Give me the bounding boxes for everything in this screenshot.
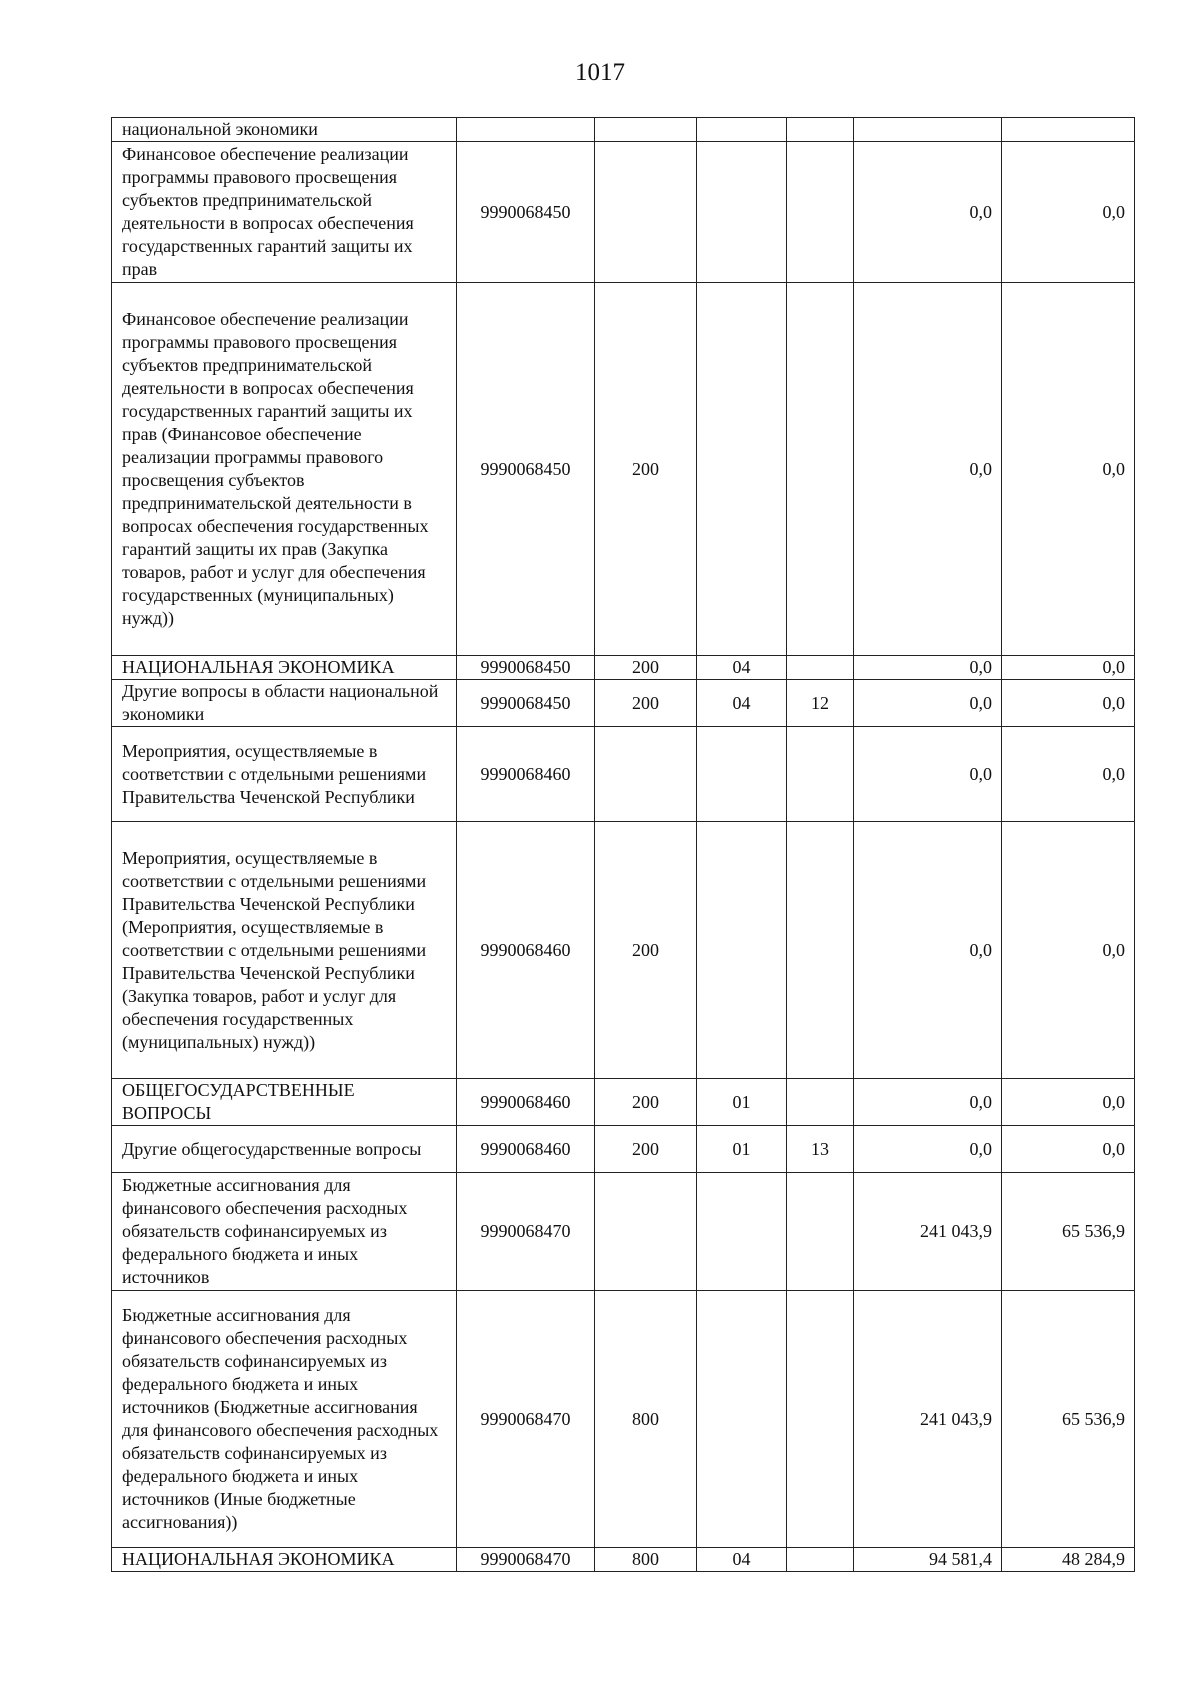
row-section-cell [697,1291,787,1548]
row-name-cell: ОБЩЕГОСУДАРСТВЕННЫЕ ВОПРОСЫ [112,1079,457,1126]
table-row [112,283,1135,656]
row-name-cell: Другие вопросы в области национальной экономики [112,680,457,727]
table-row [112,1079,1135,1126]
row-sum-year2-cell: 0,0 [1002,1126,1135,1173]
row-name-cell: НАЦИОНАЛЬНАЯ ЭКОНОМИКА [112,656,457,680]
row-name-cell: Другие общегосударственные вопросы [112,1126,457,1173]
row-expense-type-cell [595,118,697,142]
row-section-cell: 01 [697,1079,787,1126]
row-code-cell: 9990068450 [457,656,595,680]
row-sum-year1-cell: 0,0 [854,727,1002,822]
row-expense-type-cell: 200 [595,656,697,680]
row-sum-year1-cell: 0,0 [854,680,1002,727]
row-sum-year1-cell: 0,0 [854,1079,1002,1126]
row-subsection-cell: 13 [787,1126,854,1173]
row-section-cell [697,118,787,142]
row-subsection-cell [787,1079,854,1126]
row-code-cell: 9990068450 [457,680,595,727]
row-sum-year2-cell [1002,118,1135,142]
row-code-cell: 9990068460 [457,822,595,1079]
row-subsection-cell [787,1173,854,1291]
row-name-cell: Финансовое обеспечение реализации программы правового просвещения субъектов предпринимательской деятельности в вопросах обеспечения государственных гарантий защиты их прав [112,142,457,283]
row-sum-year2-cell: 65 536,9 [1002,1173,1135,1291]
row-code-cell: 9990068470 [457,1291,595,1548]
row-expense-type-cell: 200 [595,822,697,1079]
row-sum-year1-cell: 0,0 [854,142,1002,283]
row-subsection-cell [787,727,854,822]
row-section-cell [697,283,787,656]
row-subsection-cell [787,822,854,1079]
budget-table [111,117,1135,1572]
row-sum-year1-cell: 0,0 [854,283,1002,656]
row-sum-year1-cell: 241 043,9 [854,1173,1002,1291]
row-name-cell: Финансовое обеспечение реализации программы правового просвещения субъектов предпринимательской деятельности в вопросах обеспечения государственных гарантий защиты их прав (Финансовое обеспечение реализации программы правового просвещения субъектов предпринимательской деятельности в вопросах обеспечения государственных гарантий защиты их прав (Закупка товаров, работ и услуг для обеспечения государственных (муниципальных) нужд)) [112,283,457,656]
row-subsection-cell [787,1291,854,1548]
row-code-cell [457,118,595,142]
table-row [112,118,1135,142]
row-sum-year2-cell: 0,0 [1002,680,1135,727]
row-section-cell [697,822,787,1079]
row-subsection-cell [787,118,854,142]
row-code-cell: 9990068470 [457,1548,595,1572]
row-section-cell [697,142,787,283]
row-subsection-cell [787,142,854,283]
row-name-cell: Мероприятия, осуществляемые в соответствии с отдельными решениями Правительства Чеченской Республики [112,727,457,822]
row-section-cell: 04 [697,680,787,727]
row-subsection-cell: 12 [787,680,854,727]
row-expense-type-cell: 200 [595,1079,697,1126]
row-name-cell: национальной экономики [112,118,457,142]
row-name-cell: Бюджетные ассигнования для финансового обеспечения расходных обязательств софинансируемых из федерального бюджета и иных источников (Бюджетные ассигнования для финансового обеспечения расходных обязательств софинансируемых из федерального бюджета и иных источников (Иные бюджетные ассигнования)) [112,1291,457,1548]
row-sum-year1-cell: 0,0 [854,1126,1002,1173]
row-code-cell: 9990068450 [457,283,595,656]
row-expense-type-cell [595,142,697,283]
row-sum-year1-cell: 0,0 [854,822,1002,1079]
row-section-cell [697,727,787,822]
row-sum-year2-cell: 48 284,9 [1002,1548,1135,1572]
row-sum-year1-cell: 241 043,9 [854,1291,1002,1548]
table-row [112,656,1135,680]
row-code-cell: 9990068470 [457,1173,595,1291]
row-sum-year1-cell [854,118,1002,142]
row-expense-type-cell: 200 [595,1126,697,1173]
row-section-cell: 04 [697,656,787,680]
row-subsection-cell [787,1548,854,1572]
row-sum-year2-cell: 0,0 [1002,656,1135,680]
row-name-cell: НАЦИОНАЛЬНАЯ ЭКОНОМИКА [112,1548,457,1572]
row-name-cell: Мероприятия, осуществляемые в соответствии с отдельными решениями Правительства Чеченской Республики (Мероприятия, осуществляемые в соответствии с отдельными решениями Правительства Чеченской Республики (Закупка товаров, работ и услуг для обеспечения государственных (муниципальных) нужд)) [112,822,457,1079]
row-section-cell [697,1173,787,1291]
row-sum-year2-cell: 0,0 [1002,727,1135,822]
row-expense-type-cell: 200 [595,283,697,656]
table-row [112,142,1135,283]
row-sum-year2-cell: 0,0 [1002,283,1135,656]
row-subsection-cell [787,283,854,656]
row-section-cell: 04 [697,1548,787,1572]
table-row [112,1173,1135,1291]
row-name-cell: Бюджетные ассигнования для финансового обеспечения расходных обязательств софинансируемых из федерального бюджета и иных источников [112,1173,457,1291]
table-row [112,1126,1135,1173]
row-sum-year2-cell: 0,0 [1002,822,1135,1079]
table-row [112,1548,1135,1572]
row-sum-year1-cell: 0,0 [854,656,1002,680]
row-sum-year2-cell: 65 536,9 [1002,1291,1135,1548]
budget-table-body [112,118,1135,1572]
page-number: 1017 [575,59,625,86]
row-sum-year2-cell: 0,0 [1002,1079,1135,1126]
row-section-cell: 01 [697,1126,787,1173]
row-sum-year1-cell: 94 581,4 [854,1548,1002,1572]
row-code-cell: 9990068460 [457,1079,595,1126]
row-sum-year2-cell: 0,0 [1002,142,1135,283]
table-row [112,680,1135,727]
row-subsection-cell [787,656,854,680]
row-code-cell: 9990068450 [457,142,595,283]
row-expense-type-cell: 800 [595,1291,697,1548]
table-row [112,1291,1135,1548]
row-code-cell: 9990068460 [457,1126,595,1173]
row-expense-type-cell [595,727,697,822]
row-expense-type-cell: 800 [595,1548,697,1572]
row-code-cell: 9990068460 [457,727,595,822]
row-expense-type-cell [595,1173,697,1291]
row-expense-type-cell: 200 [595,680,697,727]
table-row [112,822,1135,1079]
table-row [112,727,1135,822]
